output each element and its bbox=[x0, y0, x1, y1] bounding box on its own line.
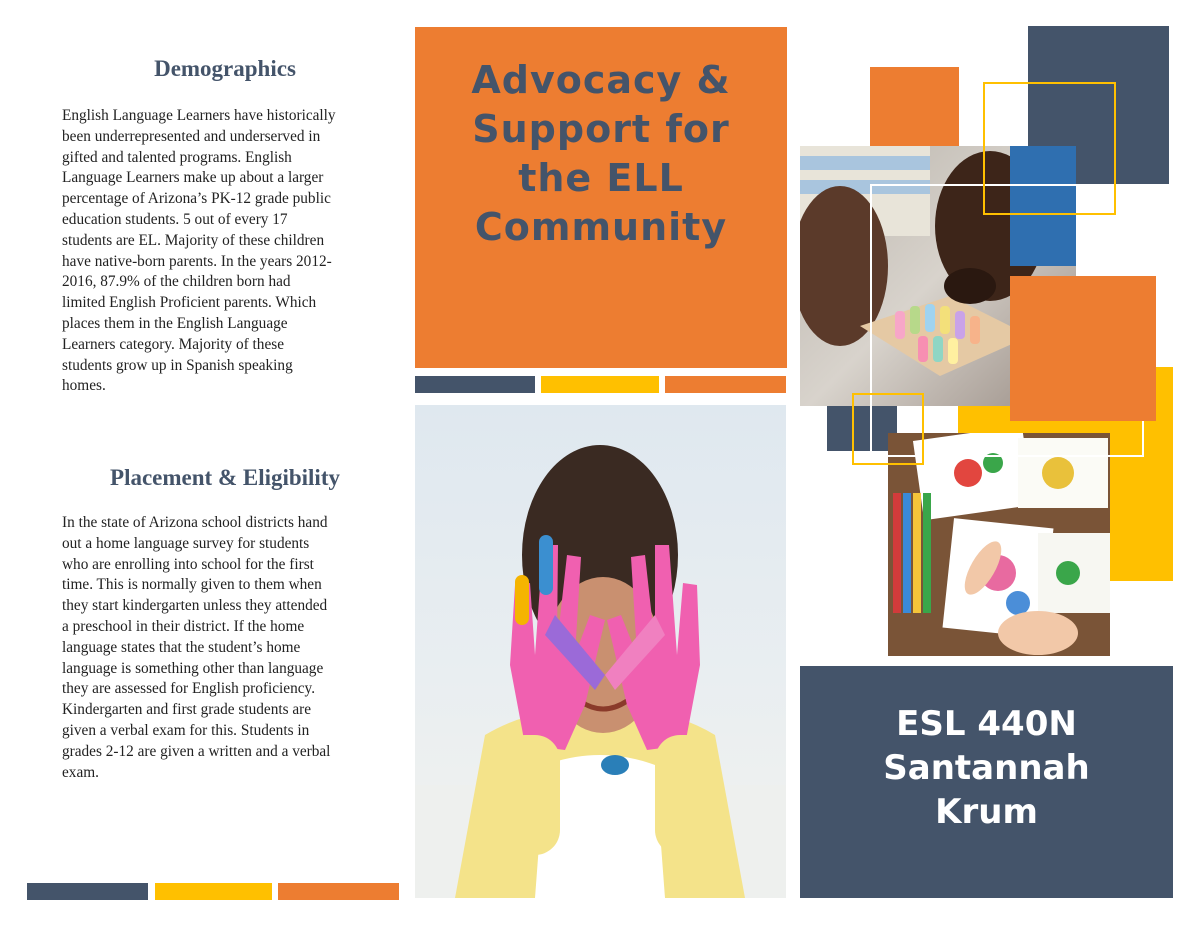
text-line: exam. bbox=[62, 763, 99, 781]
text-line: In the state of Arizona school districts hand bbox=[62, 514, 328, 531]
text-line: language states that the student’s home bbox=[62, 638, 301, 656]
text-line: percentage of Arizona’s PK-12 grade public bbox=[62, 190, 331, 208]
text-line: language is something other than language bbox=[62, 659, 324, 677]
text-line: grades 2-12 are given a written and a verbal bbox=[62, 742, 331, 760]
text-line: have native-born parents. In the years 2012- bbox=[62, 252, 332, 270]
children-drawing-photo bbox=[888, 433, 1110, 656]
author-first-name: Santannah bbox=[883, 748, 1090, 788]
title-line: Advocacy & bbox=[471, 58, 731, 102]
decor-frame-gold bbox=[983, 82, 1116, 215]
author-text bbox=[800, 702, 1173, 834]
text-line: been underrepresented and underserved in bbox=[62, 127, 321, 145]
girl-illustration bbox=[415, 405, 786, 898]
placement-heading: Placement & Eligibility bbox=[110, 465, 340, 490]
title-line: the ELL bbox=[518, 156, 684, 200]
divider-bar-gold bbox=[155, 883, 272, 900]
divider-bar-orange bbox=[665, 376, 786, 393]
divider-bar-orange bbox=[278, 883, 399, 900]
text-line: gifted and talented programs. English bbox=[62, 148, 292, 166]
brochure-title bbox=[415, 56, 787, 252]
placement-text bbox=[62, 513, 392, 783]
text-line: Language Learners make up about a larger bbox=[62, 169, 324, 187]
text-line: 2016, 87.9% of the children born had bbox=[62, 273, 291, 291]
title-block bbox=[415, 27, 787, 368]
text-line: English Language Learners have historically bbox=[62, 107, 336, 124]
decor-square-orange bbox=[870, 67, 959, 156]
text-line: education students. 5 out of every 17 bbox=[62, 210, 288, 228]
course-code: ESL 440N bbox=[896, 704, 1077, 744]
text-line: Kindergarten and first grade students are bbox=[62, 701, 312, 719]
text-line: given a verbal exam for this. Students in bbox=[62, 721, 310, 739]
text-line: they are assessed for English proficiency. bbox=[62, 680, 316, 698]
text-line: students grow up in Spanish speaking bbox=[62, 356, 293, 374]
demographics-heading: Demographics bbox=[154, 56, 296, 81]
divider-bar-navy bbox=[415, 376, 535, 393]
girl-painted-hands-photo bbox=[415, 405, 786, 898]
text-line: they start kindergarten unless they attended bbox=[62, 597, 328, 615]
text-line: Learners category. Majority of these bbox=[62, 335, 284, 353]
title-line: Support for bbox=[472, 107, 730, 151]
drawing-illustration bbox=[888, 433, 1110, 656]
author-last-name: Krum bbox=[935, 792, 1038, 832]
text-line: a preschool in their district. If the home bbox=[62, 617, 305, 635]
decor-square-orange-large bbox=[1010, 276, 1156, 421]
text-line: homes. bbox=[62, 377, 106, 395]
text-line: students are EL. Majority of these children bbox=[62, 231, 325, 249]
title-line: Community bbox=[474, 205, 728, 249]
author-block bbox=[800, 666, 1173, 898]
text-line: who are enrolling into school for the first bbox=[62, 555, 314, 573]
text-line: limited English Proficient parents. Which bbox=[62, 294, 317, 312]
text-line: time. This is normally given to them when bbox=[62, 576, 322, 594]
text-line: places them in the English Language bbox=[62, 314, 288, 332]
decor-frame-gold-small bbox=[852, 393, 924, 465]
demographics-text bbox=[62, 106, 392, 397]
divider-bar-navy bbox=[27, 883, 148, 900]
text-line: out a home language survey for students bbox=[62, 534, 310, 552]
divider-bar-gold bbox=[541, 376, 659, 393]
